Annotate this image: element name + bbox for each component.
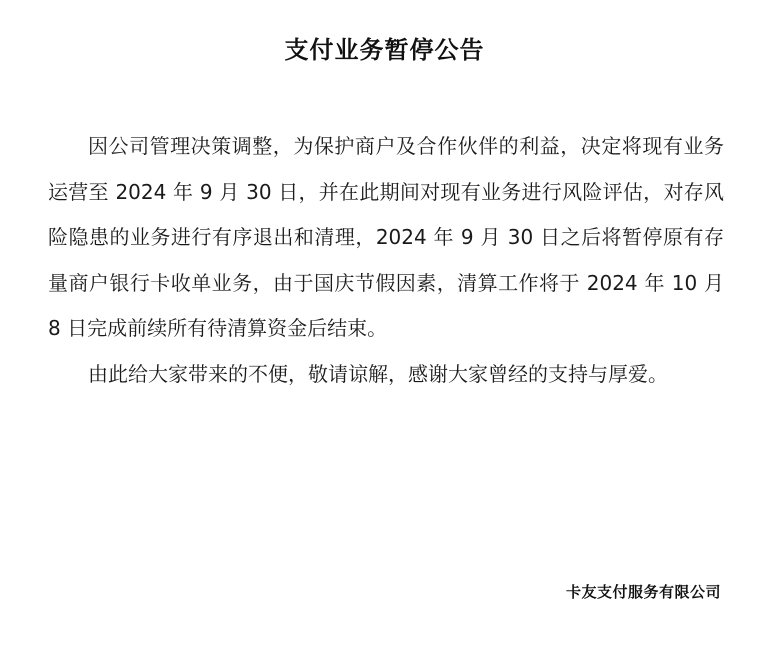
notice-body xyxy=(48,124,724,397)
notice-paragraph-2: 由此给大家带来的不便，敬请谅解，感谢大家曾经的支持与厚爱。 xyxy=(88,361,668,386)
notice-paragraph-1: 因公司管理决策调整，为保护商户及合作伙伴的利益，决定将现有业务运营至 2024 年 9 月 30 日，并在此期间对现有业务进行风险评估，对存风险隐患的业务进行有序退出和清理，2024 年 9 月 30 日之后将暂停原有存量商户银行卡收单业务，由于国庆节假因素，清算工作将于 2024 年 10 月 8 日完成前续所有待清算资金后结束。 xyxy=(48,134,724,340)
notice-title: 支付业务暂停公告 xyxy=(284,36,485,64)
company-signature: 卡友支付服务有限公司 xyxy=(565,583,721,601)
